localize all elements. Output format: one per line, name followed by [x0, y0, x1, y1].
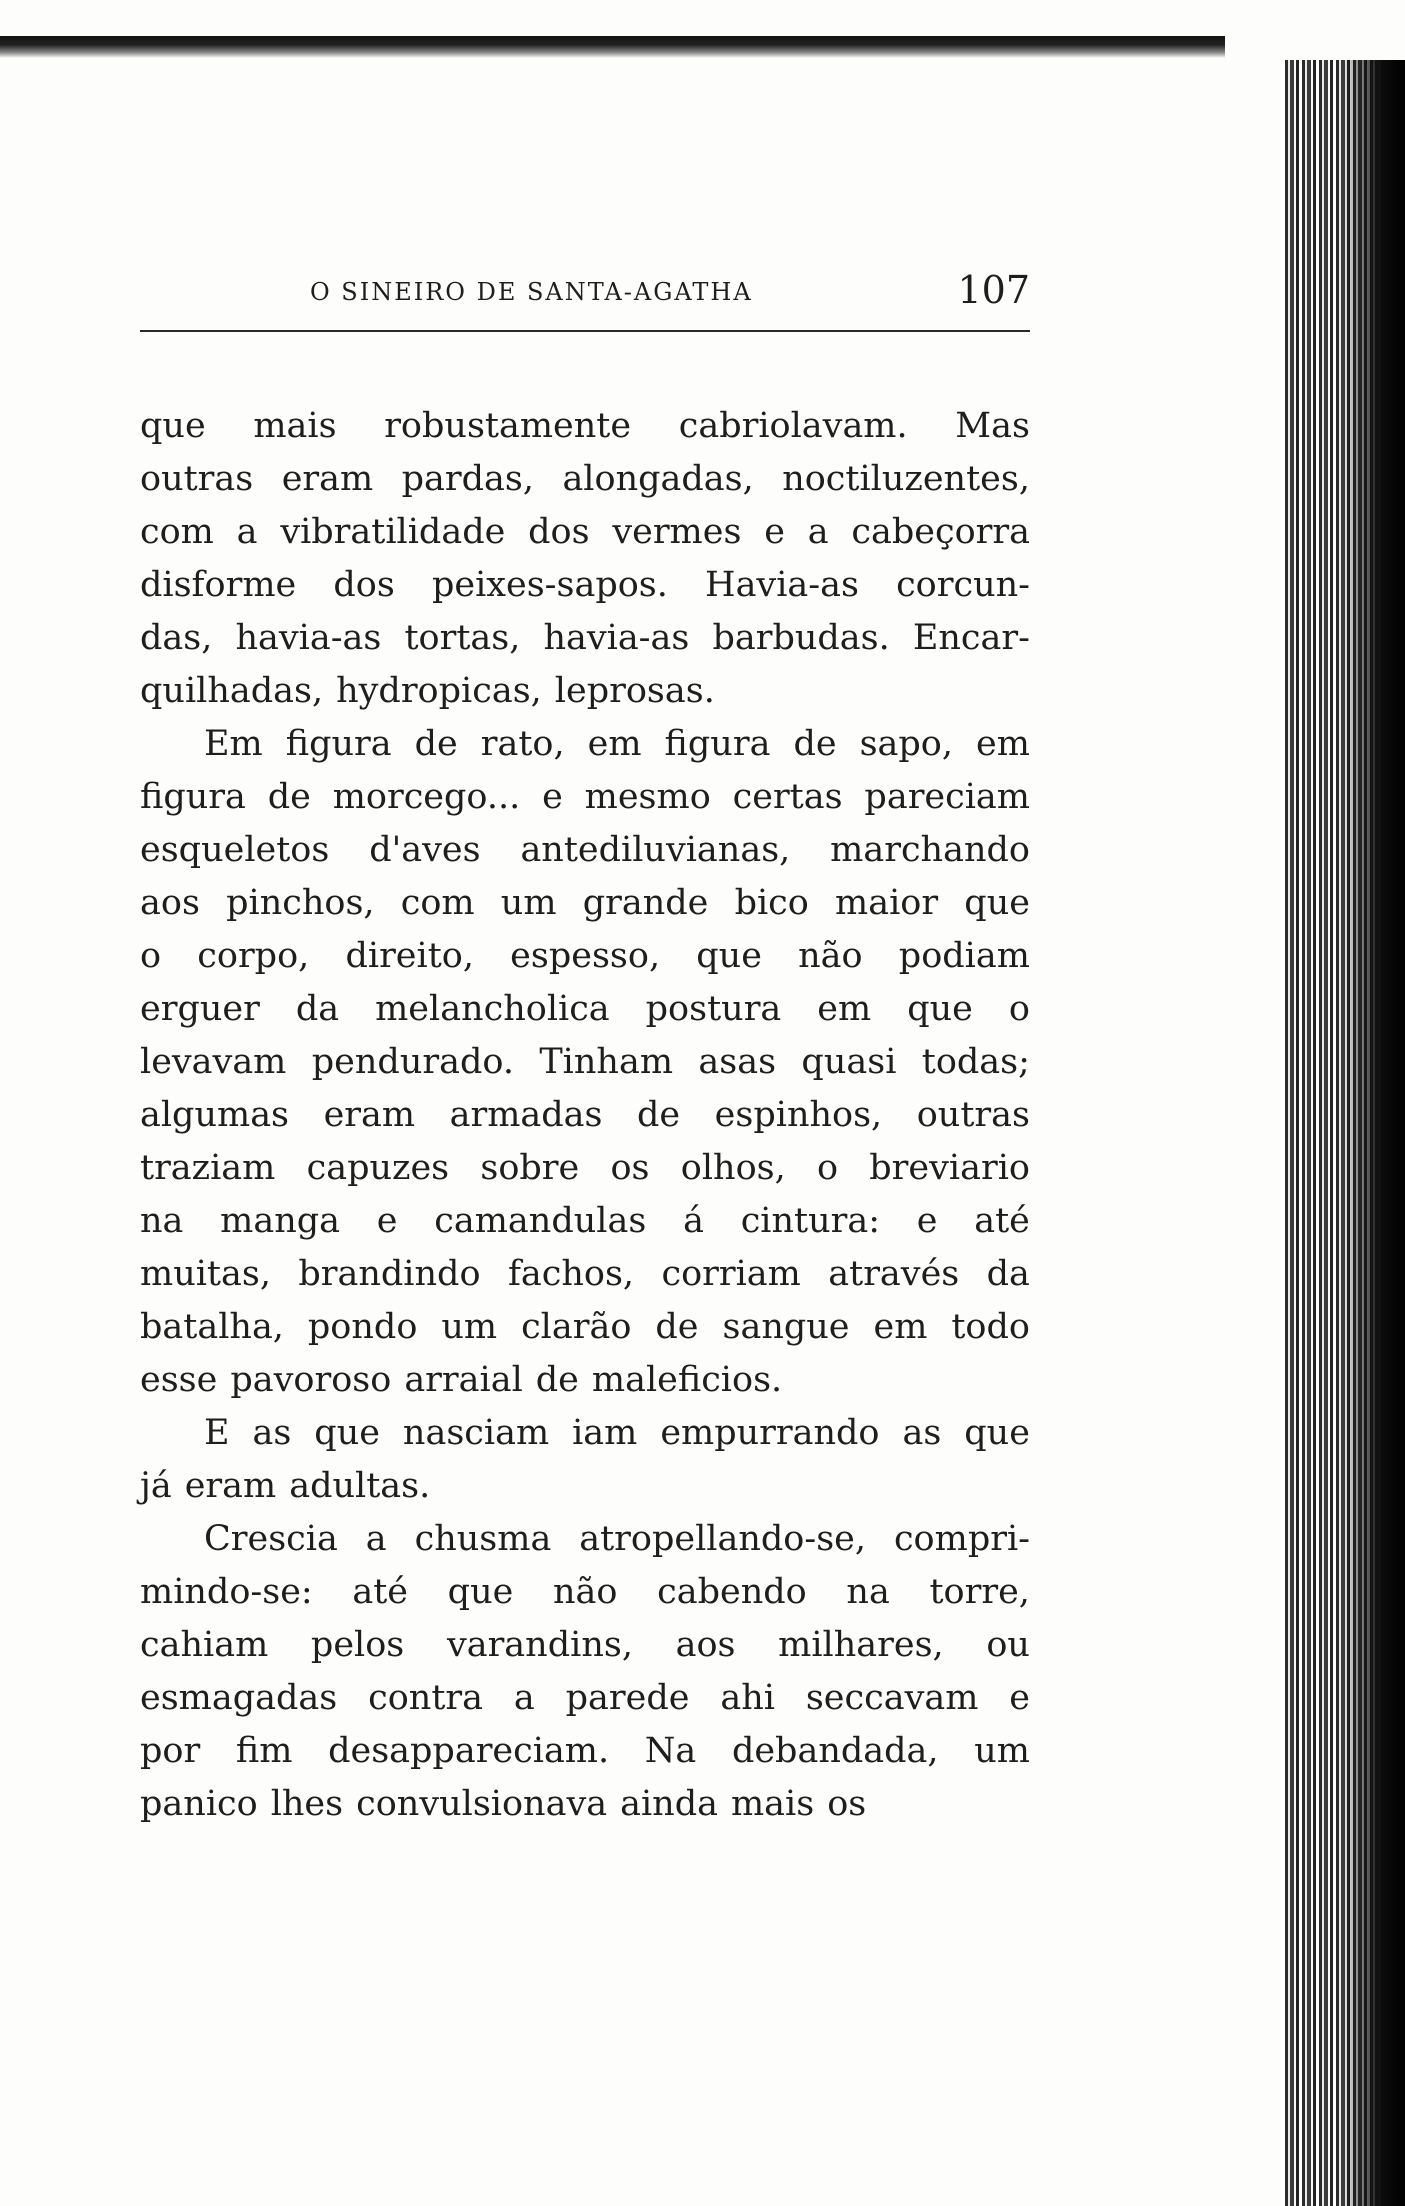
paragraph: [140, 1513, 1030, 1831]
text-line: mindo-se: até que não cabendo na torre,: [140, 1572, 1030, 1612]
paragraph: [140, 400, 1030, 718]
text-line: já eram adultas.: [140, 1466, 431, 1506]
book-spine-shadow: [1345, 60, 1405, 2206]
text-line: batalha, pondo um clarão de sangue em todo: [140, 1307, 1030, 1347]
text-line: esse pavoroso arraial de maleficios.: [140, 1360, 783, 1400]
paragraph: [140, 1407, 1030, 1513]
text-line: que mais robustamente cabriolavam. Mas: [140, 406, 1030, 446]
text-line: o corpo, direito, espesso, que não podiam: [140, 936, 1030, 976]
text-line: disforme dos peixes-sapos. Havia-as corcun-: [140, 565, 1030, 605]
text-line: panico lhes convulsionava ainda mais os: [140, 1784, 867, 1824]
text-line: traziam capuzes sobre os olhos, o breviario: [140, 1148, 1030, 1188]
text-line: esmagadas contra a parede ahi seccavam e: [140, 1678, 1030, 1718]
header-rule: [140, 330, 1030, 332]
text-line: por fim desappareciam. Na debandada, um: [140, 1731, 1030, 1771]
text-line: na manga e camandulas á cintura: e até: [140, 1201, 1030, 1241]
text-line: E as que nasciam iam empurrando as que: [204, 1413, 1030, 1453]
text-line: outras eram pardas, alongadas, noctiluzentes,: [140, 459, 1030, 499]
text-line: figura de morcego... e mesmo certas pareciam: [140, 777, 1030, 817]
text-line: Em figura de rato, em figura de sapo, em: [204, 724, 1030, 764]
running-title: O SINEIRO DE SANTA-AGATHA: [310, 278, 753, 306]
text-line: levavam pendurado. Tinham asas quasi todas;: [140, 1042, 1030, 1082]
text-line: com a vibratilidade dos vermes e a cabeçorra: [140, 512, 1030, 552]
text-line: aos pinchos, com um grande bico maior que: [140, 883, 1030, 923]
running-head: [140, 270, 1030, 320]
body-text: [140, 400, 1030, 1831]
text-line: muitas, brandindo fachos, corriam através da: [140, 1254, 1030, 1294]
text-line: esqueletos d'aves antediluvianas, marchando: [140, 830, 1030, 870]
text-line: das, havia-as tortas, havia-as barbudas. Encar-: [140, 618, 1030, 658]
page-top-edge-shadow: [0, 36, 1225, 58]
page-number: 107: [957, 268, 1030, 312]
text-line: Crescia a chusma atropellando-se, compri-: [204, 1519, 1030, 1559]
text-line: algumas eram armadas de espinhos, outras: [140, 1095, 1030, 1135]
text-line: cahiam pelos varandins, aos milhares, ou: [140, 1625, 1030, 1665]
text-line: quilhadas, hydropicas, leprosas.: [140, 671, 715, 711]
text-line: erguer da melancholica postura em que o: [140, 989, 1030, 1029]
paragraph: [140, 718, 1030, 1407]
